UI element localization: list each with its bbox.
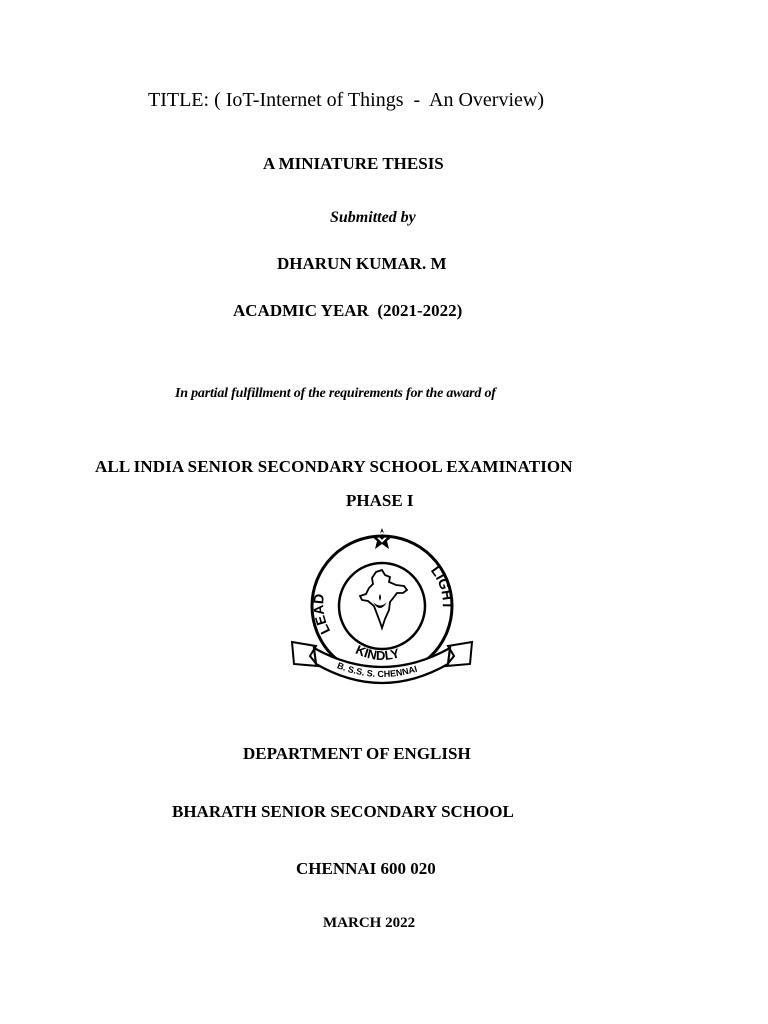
india-map-icon <box>360 570 407 628</box>
emblem-right-text: LIGHT <box>427 562 456 610</box>
fulfillment-statement: In partial fulfillment of the requirements for the award of <box>175 386 496 401</box>
submission-date: MARCH 2022 <box>323 915 416 931</box>
school-city: CHENNAI 600 020 <box>296 859 436 878</box>
thesis-type: A MINIATURE THESIS <box>263 154 444 173</box>
examination-name: ALL INDIA SENIOR SECONDARY SCHOOL EXAMINATION <box>95 457 573 476</box>
academic-year: ACADMIC YEAR (2021-2022) <box>233 301 463 320</box>
svg-text:LIGHT <box>428 563 456 611</box>
thesis-title: TITLE: ( IoT-Internet of Things - An Overview) <box>148 89 545 111</box>
school-emblem-icon <box>286 524 478 692</box>
school-name: BHARATH SENIOR SECONDARY SCHOOL <box>172 802 514 821</box>
svg-text:KINDLY <box>353 642 401 663</box>
emblem-left-text: LEAD <box>310 593 334 637</box>
star-icon <box>371 528 393 549</box>
submitted-by-label: Submitted by <box>330 209 416 226</box>
author-name: DHARUN KUMAR. M <box>277 254 447 273</box>
svg-text:LEAD <box>310 593 333 637</box>
department-name: DEPARTMENT OF ENGLISH <box>243 744 471 763</box>
emblem-bottom-text: KINDLY <box>353 641 402 664</box>
examination-phase: PHASE I <box>346 491 414 510</box>
emblem-ribbon-text: B. S.S. S. CHENNAI <box>335 660 419 680</box>
